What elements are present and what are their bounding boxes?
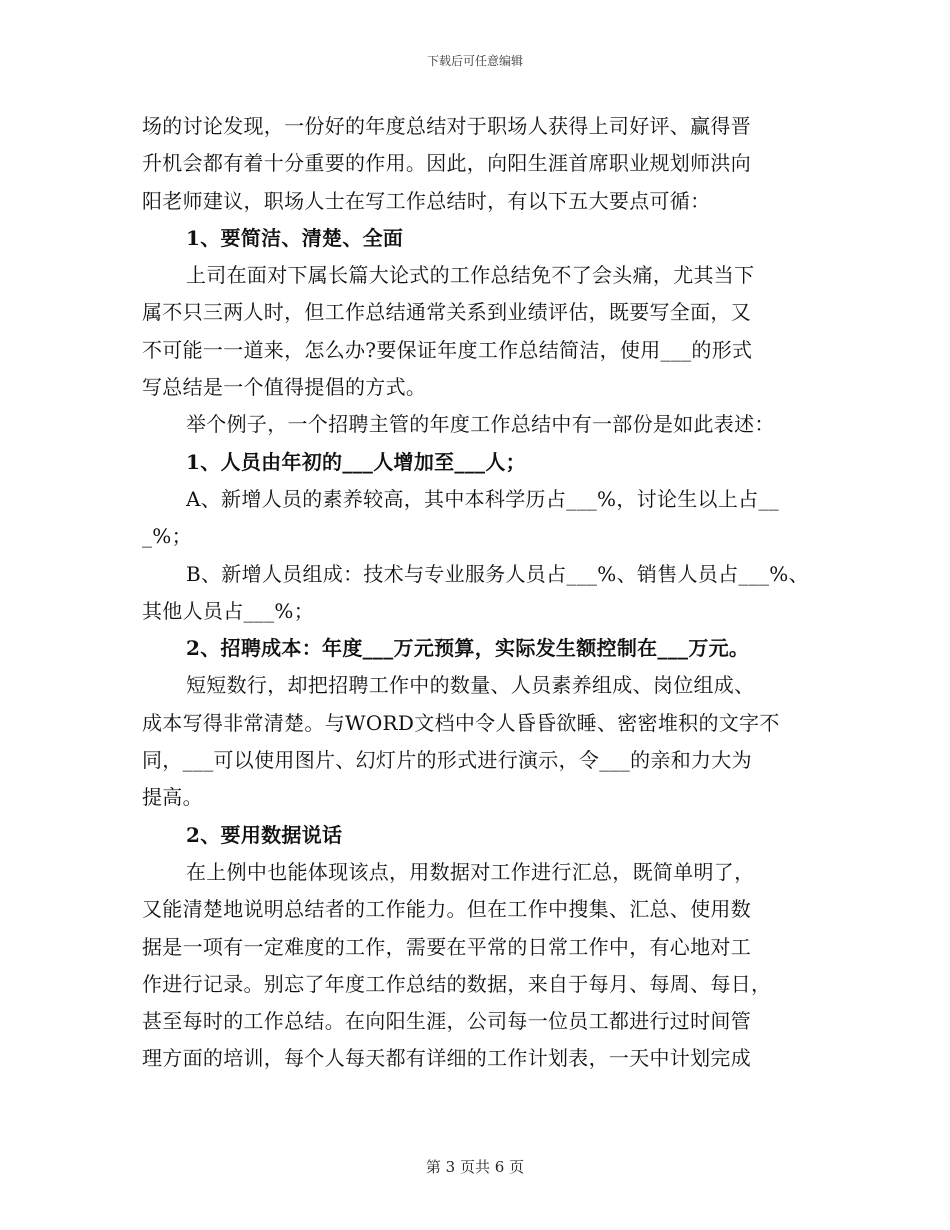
text-line: B、新增人员组成：技术与专业服务人员占___%、销售人员占___%、 bbox=[186, 561, 809, 586]
text-line: 同，___可以使用图片、幻灯片的形式进行演示，令___的亲和力大为 bbox=[142, 748, 752, 773]
text-line: _%； bbox=[142, 524, 192, 549]
section-heading: 2、要用数据说话 bbox=[186, 822, 343, 847]
text-line: 提高。 bbox=[142, 785, 203, 810]
text-line: 场的讨论发现，一份好的年度总结对于职场人获得上司好评、赢得晋 bbox=[142, 114, 751, 138]
text-line: 又能清楚地说明总结者的工作能力。但在工作中搜集、汇总、使用数 bbox=[142, 897, 751, 922]
section-heading: 1、要简洁、清楚、全面 bbox=[186, 225, 404, 250]
page-header: 下载后可任意编辑 bbox=[426, 54, 523, 68]
page-footer: 第 3 页共 6 页 bbox=[425, 1158, 525, 1176]
text-line: 在上例中也能体现该点，用数据对工作进行汇总，既简单明了， bbox=[186, 859, 755, 884]
text-line: 理方面的培训，每个人每天都有详细的工作计划表，一天中计划完成 bbox=[142, 1046, 751, 1071]
text-line: 短短数行，却把招聘工作中的数量、人员素养组成、岗位组成、 bbox=[186, 673, 755, 698]
section-heading: 1、人员由年初的___人增加至___人； bbox=[186, 449, 526, 474]
text-line: 属不只三两人时，但工作总结通常关系到业绩评估，既要写全面，又 bbox=[142, 300, 751, 325]
text-line: 据是一项有一定难度的工作，需要在平常的日常工作中，有心地对工 bbox=[142, 934, 751, 959]
text-line: 成本写得非常清楚。与WORD文档中令人昏昏欲睡、密密堆积的文字不 bbox=[142, 710, 780, 735]
document-body bbox=[142, 108, 817, 1078]
text-line: 其他人员占___%； bbox=[142, 598, 315, 623]
text-line: 作进行记录。别忘了年度工作总结的数据，来自于每月、每周、每日， bbox=[142, 971, 772, 996]
text-line: A、新增人员的素养较高，其中本科学历占___%，讨论生以上占__ bbox=[186, 486, 780, 511]
text-line: 甚至每时的工作总结。在向阳生涯，公司每一位员工都进行过时间管 bbox=[142, 1009, 751, 1034]
section-heading: 2、招聘成本：年度___万元预算，实际发生额控制在___万元。 bbox=[186, 636, 750, 661]
text-line: 写总结是一个值得提倡的方式。 bbox=[142, 375, 427, 400]
text-line: 不可能一一道来，怎么办?要保证年度工作总结简洁，使用___的形式 bbox=[142, 337, 753, 362]
text-line: 升机会都有着十分重要的作用。因此，向阳生涯首席职业规划师洪向 bbox=[142, 151, 751, 176]
text-line: 阳老师建议，职场人士在写工作总结时，有以下五大要点可循： bbox=[142, 188, 711, 213]
text-line: 上司在面对下属长篇大论式的工作总结免不了会头痛，尤其当下 bbox=[186, 263, 755, 288]
text-line: 举个例子，一个招聘主管的年度工作总结中有一部份是如此表述： bbox=[186, 412, 775, 437]
